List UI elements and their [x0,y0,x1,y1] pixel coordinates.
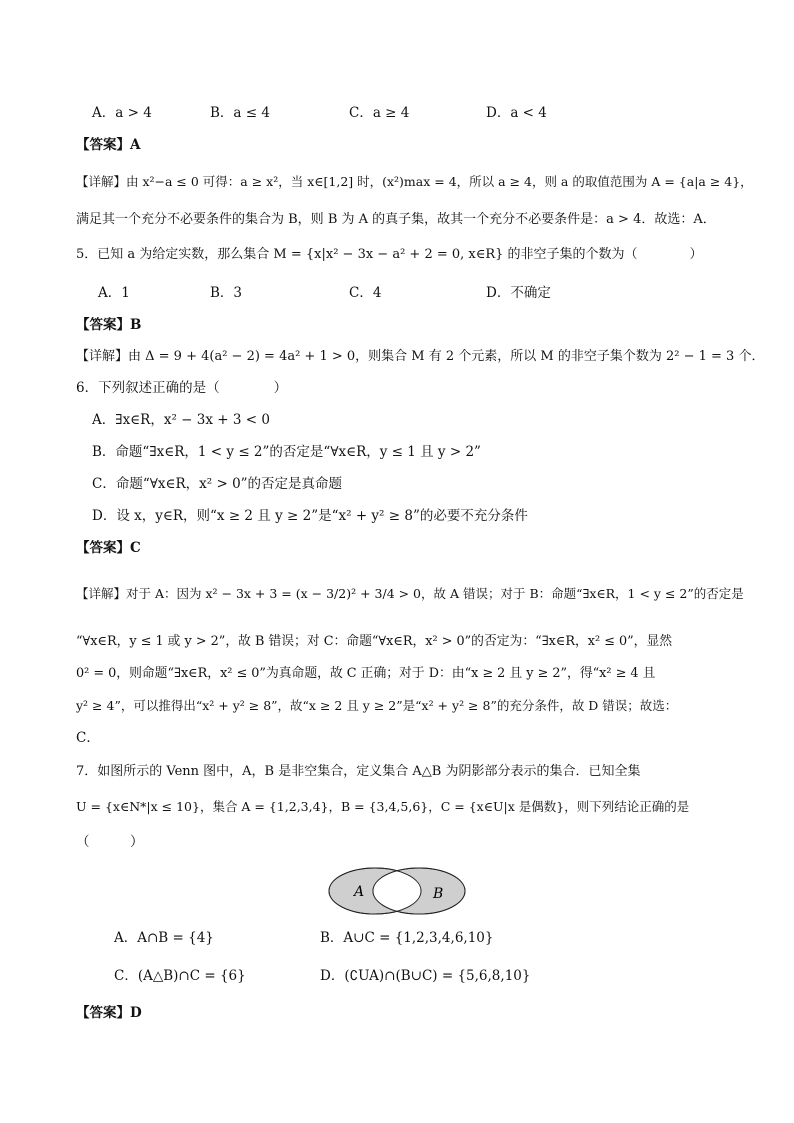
q4-option-b: B．a ≤ 4 [210,105,270,121]
q5-option-d: D．不确定 [486,285,551,301]
q4-explain-2: 满足其一个充分不必要条件的集合为 B，则 B 为 A 的真子集，故其一个充分不必要条件是：a > 4．故选：A． [76,212,716,227]
q6-option-d: D．设 x，y∈R，则“x ≥ 2 且 y ≥ 2”是“x² + y² ≥ 8”的必要不充分条件 [92,508,528,524]
q7-option-d: D．(∁UA)∩(B∪C) = {5,6,8,10} [320,968,531,984]
q7-option-b: B．A∪C = {1,2,3,4,6,10} [320,930,494,946]
venn-label-b: B [433,886,444,902]
q6-answer: 【答案】C [76,540,141,556]
q7-stem-3: （ ） [76,834,144,850]
q6-explain-2: “∀x∈R，y ≤ 1 或 y > 2”，故 B 错误；对 C：命题“∀x∈R，x² > 0”的否定为：“∃x∈R，x² ≤ 0”，显然 [76,634,673,649]
q4-explain-1: 【详解】由 x²−a ≤ 0 可得：a ≥ x²，当 x∈[1,2] 时，(x²)max = 4，所以 a ≥ 4，则 a 的取值范围为 A = {a|a ≥ 4}， [76,174,753,189]
q6-stem: 6．下列叙述正确的是（ ） [76,380,288,396]
q4-option-a: A．a > 4 [92,105,152,121]
q5-explain: 【详解】由 Δ = 9 + 4(a² − 2) = 4a² + 1 > 0，则集合 M 有 2 个元素，所以 M 的非空子集个数为 2² − 1 = 3 个． [76,349,765,364]
q7-option-a: A．A∩B = {4} [114,930,214,946]
q5-option-c: C．4 [349,285,382,301]
q6-explain-3: 0² = 0，则命题“∃x∈R，x² ≤ 0”为真命题，故 C 正确；对于 D：由“x ≥ 2 且 y ≥ 2”，得“x² ≥ 4 且 [76,666,656,681]
q4-option-d: D．a < 4 [486,105,547,121]
q5-answer: 【答案】B [76,317,142,333]
q6-explain-1: 【详解】对于 A：因为 x² − 3x + 3 = (x − 3/2)² + 3/4 > 0，故 A 错误；对于 B：命题“∃x∈R，1 < y ≤ 2”的否定是 [76,586,744,601]
venn-label-a: A [354,884,365,900]
q4-answer: 【答案】A [76,137,141,153]
q4-option-c: C．a ≥ 4 [349,105,410,121]
venn-diagram [326,866,468,918]
q6-option-c: C．命题“∀x∈R，x² > 0”的否定是真命题 [92,476,343,492]
q6-explain-5: C． [76,730,100,746]
q6-option-b: B．命题“∃x∈R，1 < y ≤ 2”的否定是“∀x∈R，y ≤ 1 且 y > 2” [92,444,481,460]
q7-stem-1: 7．如图所示的 Venn 图中，A，B 是非空集合，定义集合 A△B 为阴影部分表示的集合．已知全集 [76,764,641,779]
q5-stem: 5．已知 a 为给定实数，那么集合 M = {x|x² − 3x − a² + 2 = 0, x∈R} 的非空子集的个数为（ ） [76,247,703,262]
q5-option-b: B．3 [210,285,243,301]
q7-stem-2: U = {x∈N*|x ≤ 10}，集合 A = {1,2,3,4}，B = {3,4,5,6}，C = {x∈U|x 是偶数}，则下列结论正确的是 [76,799,690,814]
q5-option-a: A．1 [98,285,130,301]
q7-answer: 【答案】D [76,1005,142,1021]
q6-option-a: A．∃x∈R，x² − 3x + 3 < 0 [92,412,270,428]
q7-option-c: C．(A△B)∩C = {6} [114,968,246,984]
q6-explain-4: y² ≥ 4”，可以推得出“x² + y² ≥ 8”，故“x ≥ 2 且 y ≥ 2”是“x² + y² ≥ 8”的充分条件，故 D 错误；故选： [76,698,678,713]
